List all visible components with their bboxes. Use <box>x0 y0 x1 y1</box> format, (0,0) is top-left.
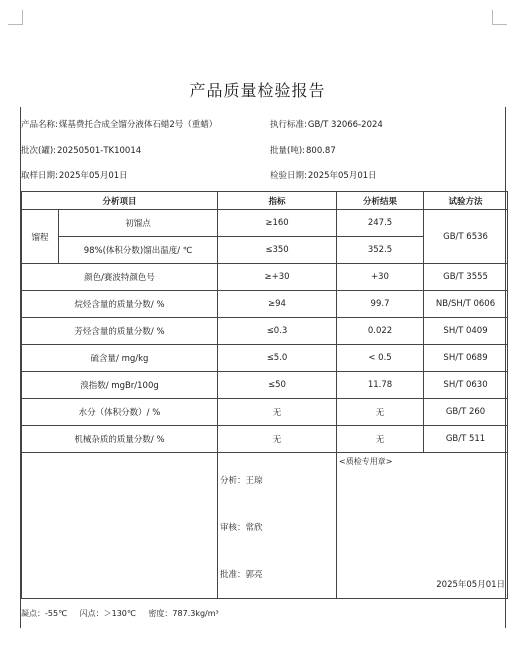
quantity-label: 批量(吨): <box>270 146 305 156</box>
density: 密度：787.3kg/m³ <box>148 609 219 618</box>
distillation-group-label: 馏程 <box>22 210 59 264</box>
page-corner-mark-top-right <box>492 10 507 25</box>
item-cell: 溴指数/ mgBr/100g <box>22 372 218 399</box>
analyst-signature: 分析：王琼 <box>220 476 263 486</box>
spec-cell: ≥94 <box>218 291 337 318</box>
sample-date-label: 取样日期: <box>21 171 58 181</box>
result-cell: 352.5 <box>337 237 424 264</box>
method-cell: NB/SH/T 0606 <box>424 291 508 318</box>
signature-blank-cell <box>22 453 218 599</box>
batch-label: 批次(罐): <box>21 146 56 156</box>
method-cell: SH/T 0409 <box>424 318 508 345</box>
spec-cell: ≤50 <box>218 372 337 399</box>
table-row <box>22 426 508 453</box>
table-row <box>22 210 508 237</box>
table-row <box>22 399 508 426</box>
result-cell: 0.022 <box>337 318 424 345</box>
inspection-table <box>21 191 508 599</box>
spec-cell: ≤5.0 <box>218 345 337 372</box>
quantity-value: 800.87 <box>306 146 336 156</box>
header-item: 分析项目 <box>22 192 218 210</box>
header-result: 分析结果 <box>337 192 424 210</box>
table-row <box>22 264 508 291</box>
result-cell: 无 <box>337 399 424 426</box>
item-cell: 芳烃含量的质量分数/ % <box>22 318 218 345</box>
item-cell: 98%(体积分数)馏出温度/ ℃ <box>59 237 218 264</box>
table-row <box>22 318 508 345</box>
signature-row <box>22 453 508 599</box>
reviewer-signature: 审核：常欣 <box>220 523 263 533</box>
stamp-label: <质检专用章> <box>339 457 393 466</box>
method-cell: GB/T 260 <box>424 399 508 426</box>
test-date-row <box>270 169 377 181</box>
method-cell: GB/T 3555 <box>424 264 508 291</box>
page-corner-mark-top-left <box>8 10 23 25</box>
freezing-point: 凝点：-55℃ <box>21 609 68 618</box>
table-header-row <box>22 192 508 210</box>
result-cell: < 0.5 <box>337 345 424 372</box>
item-cell: 初馏点 <box>59 210 218 237</box>
header-method: 试验方法 <box>424 192 508 210</box>
method-cell: SH/T 0630 <box>424 372 508 399</box>
method-cell: SH/T 0689 <box>424 345 508 372</box>
header-spec: 指标 <box>218 192 337 210</box>
footer-properties <box>21 608 505 619</box>
flash-point: 闪点：＞130℃ <box>79 609 136 618</box>
sample-date-row <box>21 169 128 181</box>
result-cell: 247.5 <box>337 210 424 237</box>
spec-cell: ≥160 <box>218 210 337 237</box>
report-title: 产品质量检验报告 <box>189 81 326 100</box>
spec-cell: ≥+30 <box>218 264 337 291</box>
table-row <box>22 291 508 318</box>
quantity-row <box>270 144 336 156</box>
standard-value: GB/T 32066-2024 <box>307 120 383 130</box>
spec-cell: 无 <box>218 426 337 453</box>
result-cell: +30 <box>337 264 424 291</box>
product-name-row <box>21 118 217 130</box>
standard-row <box>270 118 383 130</box>
spec-cell: ≤350 <box>218 237 337 264</box>
stamp-cell <box>337 453 508 599</box>
batch-value: 20250501-TK10014 <box>57 146 142 156</box>
spec-cell: ≤0.3 <box>218 318 337 345</box>
stamp-date: 2025年05月01日 <box>436 580 506 590</box>
item-cell: 硫含量/ mg/kg <box>22 345 218 372</box>
result-cell: 99.7 <box>337 291 424 318</box>
item-cell: 水分（体积分数）/ % <box>22 399 218 426</box>
approver-signature: 批准：郭亮 <box>220 570 263 580</box>
standard-label: 执行标准: <box>270 120 307 130</box>
sample-date-value: 2025年05月01日 <box>58 171 128 181</box>
method-cell: GB/T 6536 <box>424 210 508 264</box>
test-date-value: 2025年05月01日 <box>307 171 377 181</box>
result-cell: 无 <box>337 426 424 453</box>
result-cell: 11.78 <box>337 372 424 399</box>
test-date-label: 检验日期: <box>270 171 307 181</box>
table-row <box>22 372 508 399</box>
signature-cell <box>218 453 337 599</box>
item-cell: 颜色/赛波特颜色号 <box>22 264 218 291</box>
item-cell: 烷烃含量的质量分数/ % <box>22 291 218 318</box>
batch-row <box>21 144 141 156</box>
table-row <box>22 345 508 372</box>
report-sheet <box>20 107 506 628</box>
spec-cell: 无 <box>218 399 337 426</box>
product-name-value: 煤基费托合成全馏分液体石蜡2号（重蜡） <box>58 120 218 130</box>
method-cell: GB/T 511 <box>424 426 508 453</box>
item-cell: 机械杂质的质量分数/ % <box>22 426 218 453</box>
product-name-label: 产品名称: <box>21 120 58 130</box>
